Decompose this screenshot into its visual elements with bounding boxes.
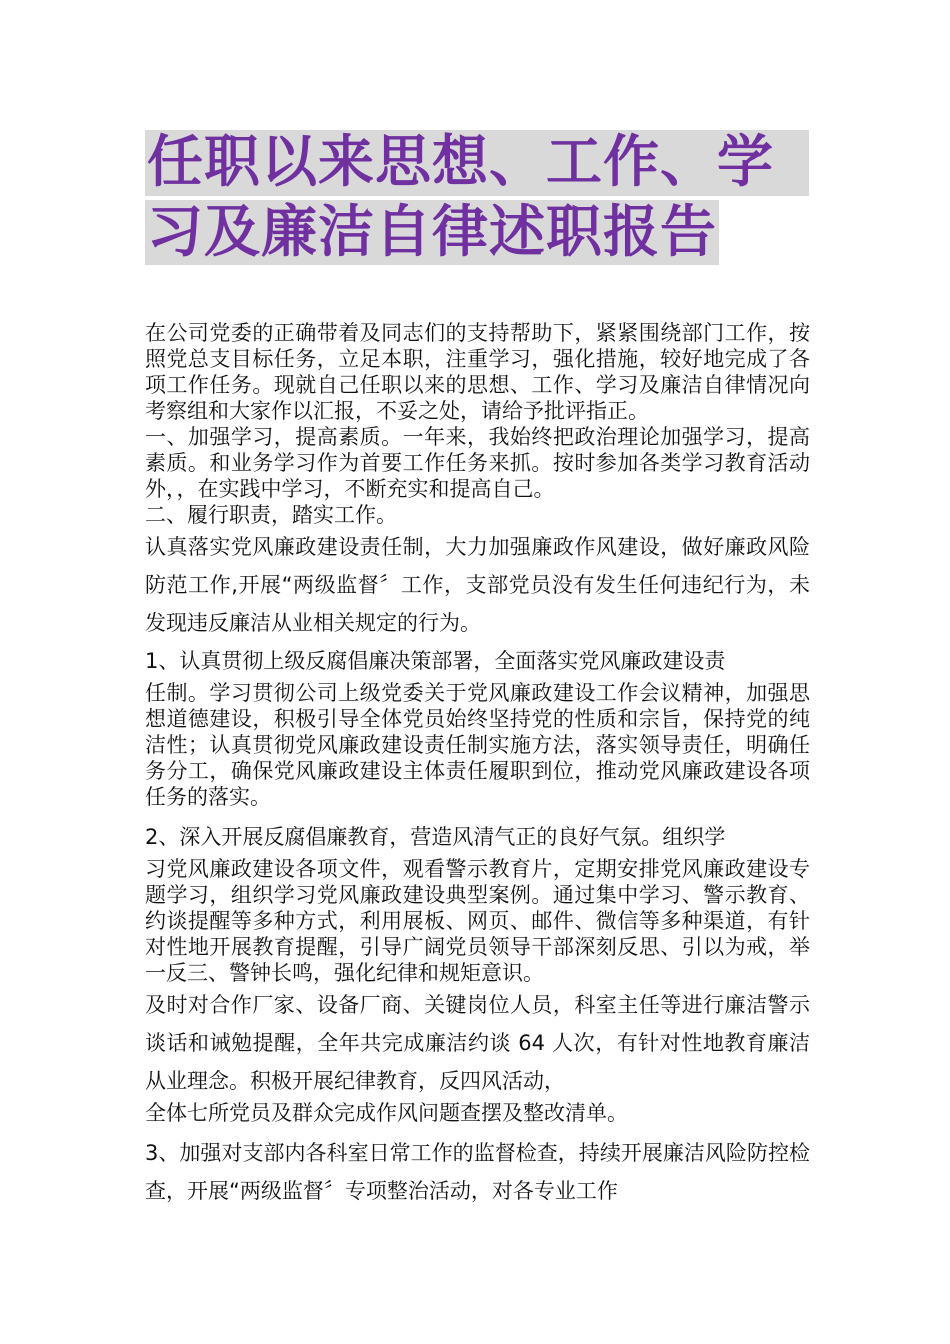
paragraph-item-2-heading: 2、深入开展反腐倡廉教育，营造风清气正的良好气氛。组织学 <box>145 825 726 849</box>
paragraph-section-1: 一、加强学习，提高素质。一年来，我始终把政治理论加强学习，提高素质。和业务学习作为首要工作任务来抓。按时参加各类学习教育活动外，，在实践中学习，不断充实和提高自己。 <box>145 425 810 501</box>
paragraph-section-2-heading: 二、履行职责，踏实工作。 <box>145 503 397 527</box>
paragraph-duty: 认真落实党风廉政建设责任制，大力加强廉政作风建设，做好廉政风险防范工作,开展“两级监督〞工作，支部党员没有发生任何违纪行为，未发现违反廉洁从业相关规定的行为。 <box>145 535 810 635</box>
paragraph-item-3: 3、加强对支部内各科室日常工作的监督检查，持续开展廉洁风险防控检查，开展“两级监督〞专项整治活动，对各专业工作 <box>145 1141 810 1203</box>
title-highlight: 任职以来思想、工作、学 <box>145 130 809 196</box>
document-body <box>145 320 810 1210</box>
paragraph-intro: 在公司党委的正确带着及同志们的支持帮助下，紧紧围绕部门工作，按照党总支目标任务，立足本职，注重学习，强化措施，较好地完成了各项工作任务。现就自己任职以来的思想、工作、学习及廉洁自律情况向考察组和大家作以汇报，不妥之处，请给予批评指正。 <box>145 321 810 423</box>
paragraph-rectification: 全体七所党员及群众完成作风问题查摆及整改清单。 <box>145 1101 628 1125</box>
paragraph-item-1-body: 任制。学习贯彻公司上级党委关于党风廉政建设工作会议精神，加强思想道德建设，积极引导全体党员始终坚持党的性质和宗旨，保持党的纯洁性；认真贯彻党风廉政建设责任制实施方法，落实领导责任，明确任务分工，确保党风廉政建设主体责任履职到位，推动党风廉政建设各项任务的落实。 <box>145 681 810 809</box>
paragraph-item-2-body: 习党风廉政建设各项文件，观看警示教育片，定期安排党风廉政建设专题学习，组织学习党风廉政建设典型案例。通过集中学习、警示教育、约谈提醒等多种方式，利用展板、网页、邮件、微信等多种渠道，有针对性地开展教育提醒，引导广阔党员领导干部深刻反思、引以为戒，举一反三、警钟长鸣，强化纪律和规矩意识。 <box>145 857 810 985</box>
paragraph-item-1-heading: 1、认真贯彻上级反腐倡廉决策部署，全面落实党风廉政建设责 <box>145 649 726 673</box>
paragraph-interviews: 及时对合作厂家、设备厂商、关键岗位人员，科室主任等进行廉洁警示谈话和诫勉提醒，全年共完成廉洁约谈 64 人次，有针对性地教育廉洁从业理念。积极开展纪律教育，反四风活动， <box>145 993 810 1093</box>
document-title-line-1 <box>145 130 809 196</box>
title-highlight: 习及廉洁自律述职报告 <box>147 200 717 265</box>
document-title-line-2 <box>145 200 719 266</box>
